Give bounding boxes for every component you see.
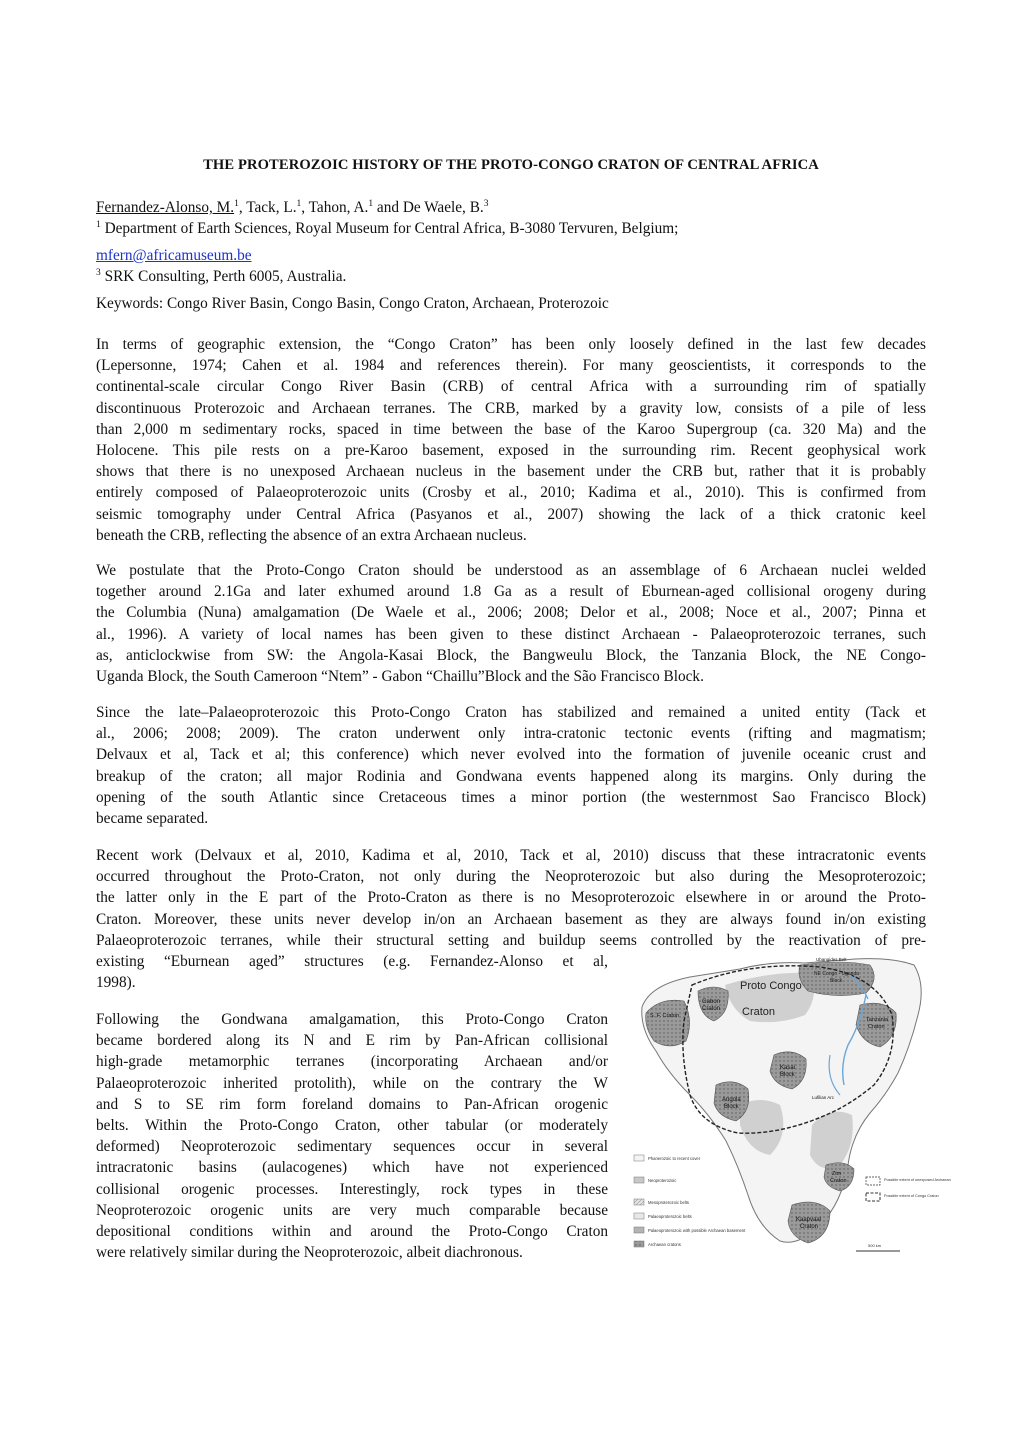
affiliation-mark: 1 [96, 220, 101, 230]
text-line: intracratonic basins (aulacogenes) which have not experienced [96, 1159, 608, 1177]
text-line: shows that there is no unexposed Archaean nucleus in the basement under the CRB but, rather that it is probably [96, 463, 926, 481]
map-label: Zim [832, 1171, 842, 1177]
author-list [96, 197, 488, 218]
text-line: al., 2006; 2008; 2009). The craton underwent only intra-cratonic tectonic events (rifting and magmatism; [96, 725, 926, 743]
affiliation-mark: 1 [368, 199, 374, 209]
map-label: Kasai [780, 1065, 796, 1071]
text-line: deformed) Neoproterozoic sedimentary sequences occur in several [96, 1138, 608, 1156]
text-line: Delvaux et al, Tack et al; this conference) which never evolved into the formation of juvenile oceanic crust and [96, 746, 926, 764]
legend-entry: Palaeoproterozoic with possible Archaean basement [648, 1228, 746, 1233]
text-line: (Lepersonne, 1974; Cahen et al. 1984 and references therein). For many geoscientists, it corresponds to the [96, 357, 926, 375]
text-line: discontinuous Proterozoic and Archaean terranes. The CRB, marked by a gravity low, consists of a pile of less [96, 399, 926, 417]
text-line: together around 2.1Ga and later exhumed around 1.8 Ga as a result of Eburnean-aged collisional orogeny during [96, 583, 926, 601]
email-line [96, 245, 252, 266]
text-line: In terms of geographic extension, the “Congo Craton” has been only loosely defined in the last few decades [96, 336, 926, 353]
author-first: Fernandez-Alonso, M. [96, 199, 235, 216]
text-line: Neoproterozoic orogenic units are very much comparable because [96, 1201, 608, 1219]
text-line: Craton. Moreover, these units never develop in/on an Archaean basement as they are always found in/on existing [96, 910, 926, 928]
text-line: occurred throughout the Proto-Craton, not only during the Neoproterozoic but also during the Mesoproterozoic; [96, 868, 926, 886]
text-line: Following the Gondwana amalgamation, this Proto-Congo Craton [96, 1011, 608, 1028]
text-line: depositional conditions within and around the Proto-Congo Craton [96, 1223, 608, 1241]
map-label: Block [724, 1104, 739, 1110]
text-line: opening of the south Atlantic since Cretaceous times a minor portion (the westernmost Sao Francisco Block) [96, 788, 926, 806]
affiliation-1-text: Department of Earth Sciences, Royal Museum for Central Africa, B-3080 Tervuren, Belgium; [100, 220, 679, 237]
legend-entry: Neoproterozoic [648, 1178, 677, 1183]
text-line: and S to SE rim form foreland domains to Pan-African orogenic [96, 1095, 608, 1113]
map-label: Lufilian Arc [812, 1095, 835, 1100]
legend-entry: Archaean cratons [648, 1242, 681, 1247]
text-line: beneath the CRB, reflecting the absence of an extra Archaean nucleus. [96, 526, 527, 544]
affiliation-3-text: SRK Consulting, Perth 6005, Australia. [100, 268, 347, 285]
affiliation-3 [96, 266, 346, 287]
scale-label: 500 km [868, 1243, 882, 1248]
map-label: Craton [702, 1006, 721, 1012]
map-label: NE Congo - Uganda [814, 971, 860, 977]
legend-entry: Possible extent of Congo Craton [884, 1194, 939, 1198]
author-second: , Tack, L. [238, 199, 297, 216]
affiliation-mark: 3 [96, 268, 101, 278]
map-label: S. F. Craton [650, 1013, 680, 1019]
author-third: , Tahon, A. [301, 199, 369, 216]
text-line: 1998). [96, 974, 136, 992]
map-label: Ubangides Belt [816, 957, 847, 962]
text-line: were relatively similar during the Neoproterozoic, albeit diachronous. [96, 1244, 523, 1262]
text-line: collisional orogenic processes. Interestingly, rock types in these [96, 1180, 608, 1198]
paragraph-1 [96, 334, 926, 546]
text-line: entirely composed of Palaeoproterozoic units (Crosby et al., 2010; Kadima et al., 2010). This is confirmed from [96, 484, 926, 502]
affiliation-mark: 3 [483, 199, 489, 209]
text-line: as, anticlockwise from SW: the Angola-Kasai Block, the Bangweulu Block, the Tanzania Block, the NE Congo- [96, 646, 926, 664]
map-label: Kaapvaal [796, 1217, 822, 1223]
text-line: belts. Within the Proto-Congo Craton, other tabular (or moderately [96, 1117, 608, 1135]
text-line: high-grade metamorphic terranes (incorporating Archaean and/or [96, 1053, 608, 1071]
text-line: became separated. [96, 810, 209, 828]
text-line: Palaeoproterozoic terranes, while their structural setting and buildup seems controlled by the reactivation of pre- [96, 931, 926, 949]
text-line: than 2,000 m sedimentary rocks, spaced in time between the base of the Karoo Supergroup (ca. 320 Ma) and the [96, 420, 926, 438]
craton-map-figure [630, 955, 951, 1265]
map-label: Block [830, 978, 843, 984]
craton-map [630, 955, 951, 1265]
legend-entry: Phanerozoic to recent cover [648, 1156, 701, 1161]
map-label: Tanzania [866, 1017, 889, 1023]
map-label: Angola [722, 1097, 741, 1103]
text-line: Uganda Block, the South Cameroon “Ntem” - Gabon “Chaillu”Block and the São Francisco Block. [96, 668, 704, 686]
map-label: Craton [868, 1024, 885, 1030]
text-line: Recent work (Delvaux et al, 2010, Kadima et al, 2010, Tack et al, 2010) discuss that these intracratonic events [96, 847, 926, 864]
author-fourth: and De Waele, B. [373, 199, 484, 216]
text-line: became bordered along its N and E rim by Pan-African collisional [96, 1032, 608, 1050]
paragraph-3 [96, 702, 926, 829]
text-line: Holocene. This pile rests on a pre-Karoo basement, exposed in the surrounding rim. Recent geophysical work [96, 442, 926, 460]
paragraph-5 [96, 1009, 608, 1263]
text-line: al., 1996). A variety of local names has been given to these distinct Archaean - Palaeoproterozoic terranes, such [96, 625, 926, 643]
paragraph-2 [96, 560, 926, 687]
map-label: Craton [742, 1006, 776, 1018]
text-line: the latter only in the E part of the Proto-Craton as there is no Mesoproterozoic elsewhere in or around the Proto- [96, 889, 926, 907]
affiliation-1 [96, 218, 678, 239]
paper-title: THE PROTEROZOIC HISTORY OF THE PROTO-CONGO CRATON OF CENTRAL AFRICA [203, 157, 819, 173]
email-link[interactable]: mfern@africamuseum.be [96, 247, 252, 264]
text-line: continental-scale circular Congo River Basin (CRB) of central Africa with a surrounding rim of spatially [96, 378, 926, 396]
text-line: the Columbia (Nuna) amalgamation (De Waele et al., 2006; 2008; Delor et al., 2008; Noce et al., 2007; Pinna et [96, 604, 926, 622]
affiliation-mark: 1 [234, 199, 239, 209]
map-label: Proto Congo [740, 980, 802, 992]
map-label: Craton [800, 1224, 819, 1230]
text-line: existing “Eburnean aged” structures (e.g. Fernandez-Alonso et al, [96, 953, 608, 971]
legend-entry: Possible extent of unexposed Archaean [884, 1178, 951, 1182]
text-line: breakup of the craton; all major Rodinia and Gondwana events happened along its margins. Only during the [96, 767, 926, 785]
map-label: Gabon [702, 999, 721, 1005]
legend-entry: Palaeoproterozoic belts [648, 1214, 692, 1219]
legend-entry: Mesoproterozoic belts [648, 1200, 689, 1205]
map-label: Craton [830, 1178, 847, 1184]
text-line: Palaeoproterozoic inherited protolith), while on the contrary the W [96, 1074, 608, 1092]
map-label: Block [780, 1072, 795, 1078]
keywords-line: Keywords: Congo River Basin, Congo Basin, Congo Craton, Archaean, Proterozoic [96, 295, 609, 312]
text-line: Since the late–Palaeoproterozoic this Proto-Congo Craton has stabilized and remained a united entity (Tack et [96, 704, 926, 721]
text-line: We postulate that the Proto-Congo Craton should be understood as an assemblage of 6 Archaean nuclei welded [96, 562, 926, 579]
text-line: seismic tomography under Central Africa (Pasyanos et al., 2007) showing the lack of a thick cratonic keel [96, 505, 926, 523]
affiliation-mark: 1 [296, 199, 302, 209]
